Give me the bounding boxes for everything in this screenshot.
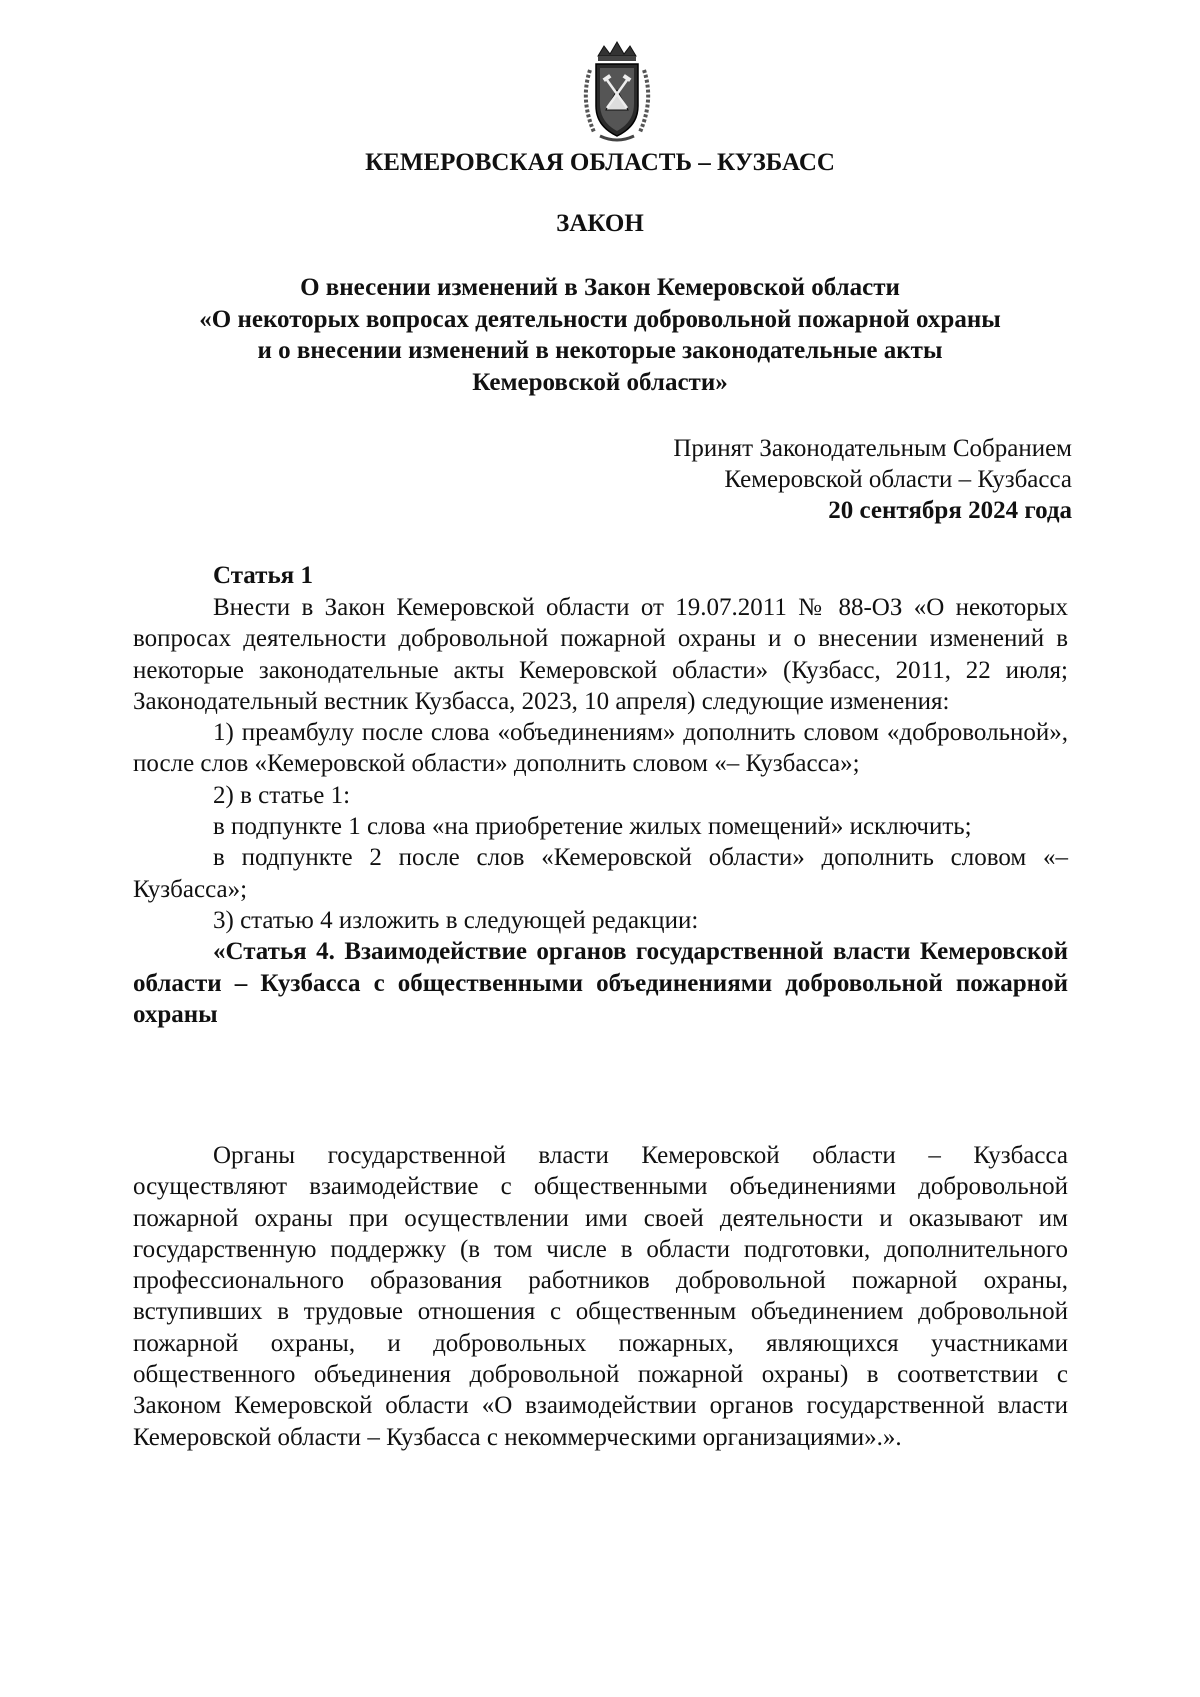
- adoption-block: [673, 433, 1072, 526]
- amendment-item-2b: в подпункте 2 после слов «Кемеровской области» дополнить словом «– Кузбасса»;: [133, 844, 1068, 903]
- new-article-text: [133, 1140, 1068, 1453]
- coat-of-arms-icon: [576, 40, 658, 144]
- adoption-line: Кемеровской области – Кузбасса: [724, 466, 1072, 493]
- law-title: [0, 272, 1200, 398]
- new-article-heading: «Статья 4. Взаимодействие органов государственной власти Кемеровской области – Кузбасса с общественными объединениями добровольной пожарной охраны: [133, 938, 1068, 1028]
- article-intro: Внести в Закон Кемеровской области от 19.07.2011 № 88-ОЗ «О некоторых вопросах деятельности добровольной пожарной охраны и о внесении изменений в некоторые законодательные акты Кемеровской области» (Кузбасс, 2011, 22 июля; Законодательный вестник Кузбасса, 2023, 10 апреля) следующие изменения:: [133, 594, 1068, 715]
- article-heading: [133, 560, 1068, 591]
- amendment-item-1: 1) преамбулу после слова «объединениям» дополнить словом «добровольной», после слов «Кемеровской области» дополнить словом «– Кузбасса»;: [133, 719, 1068, 778]
- adoption-line: Принят Законодательным Собранием: [673, 435, 1072, 462]
- article-heading-label: Статья 1: [213, 562, 313, 589]
- adoption-date: 20 сентября 2024 года: [828, 497, 1072, 524]
- region-name: КЕМЕРОВСКАЯ ОБЛАСТЬ – КУЗБАСС: [365, 149, 835, 176]
- law-title-line: О внесении изменений в Закон Кемеровской области: [300, 274, 900, 301]
- amendment-item-3: 3) статью 4 изложить в следующей редакции:: [213, 906, 699, 934]
- new-article-body: Органы государственной власти Кемеровской области – Кузбасса осуществляют взаимодействие с общественными объединениями добровольной пожарной охраны при осуществлении ими своей деятельности и оказывают им государственную поддержку (в том числе в области подготовки, дополнительного профессионального образования работников добровольной пожарной охраны, вступивших в трудовые отношения с общественным объединением добровольной пожарной охраны, и добровольных пожарных, являющихся участниками общественного объединения добровольной пожарной охраны) в соответствии с Законом Кемеровской области «О взаимодействии органов государственной власти Кемеровской области – Кузбасса с некоммерческими организациями».».: [133, 1142, 1068, 1451]
- document-type: ЗАКОН: [556, 210, 644, 237]
- law-title-line: Кемеровской области»: [472, 368, 728, 396]
- law-title-line: «О некоторых вопросах деятельности добровольной пожарной охраны: [199, 305, 1001, 333]
- law-title-line: и о внесении изменений в некоторые законодательные акты: [257, 337, 943, 364]
- amendment-item-2a: в подпункте 1 слова «на приобретение жилых помещений» исключить;: [213, 813, 972, 841]
- amendment-item-2-title: 2) в статье 1:: [213, 781, 351, 809]
- article-body: [133, 592, 1068, 1030]
